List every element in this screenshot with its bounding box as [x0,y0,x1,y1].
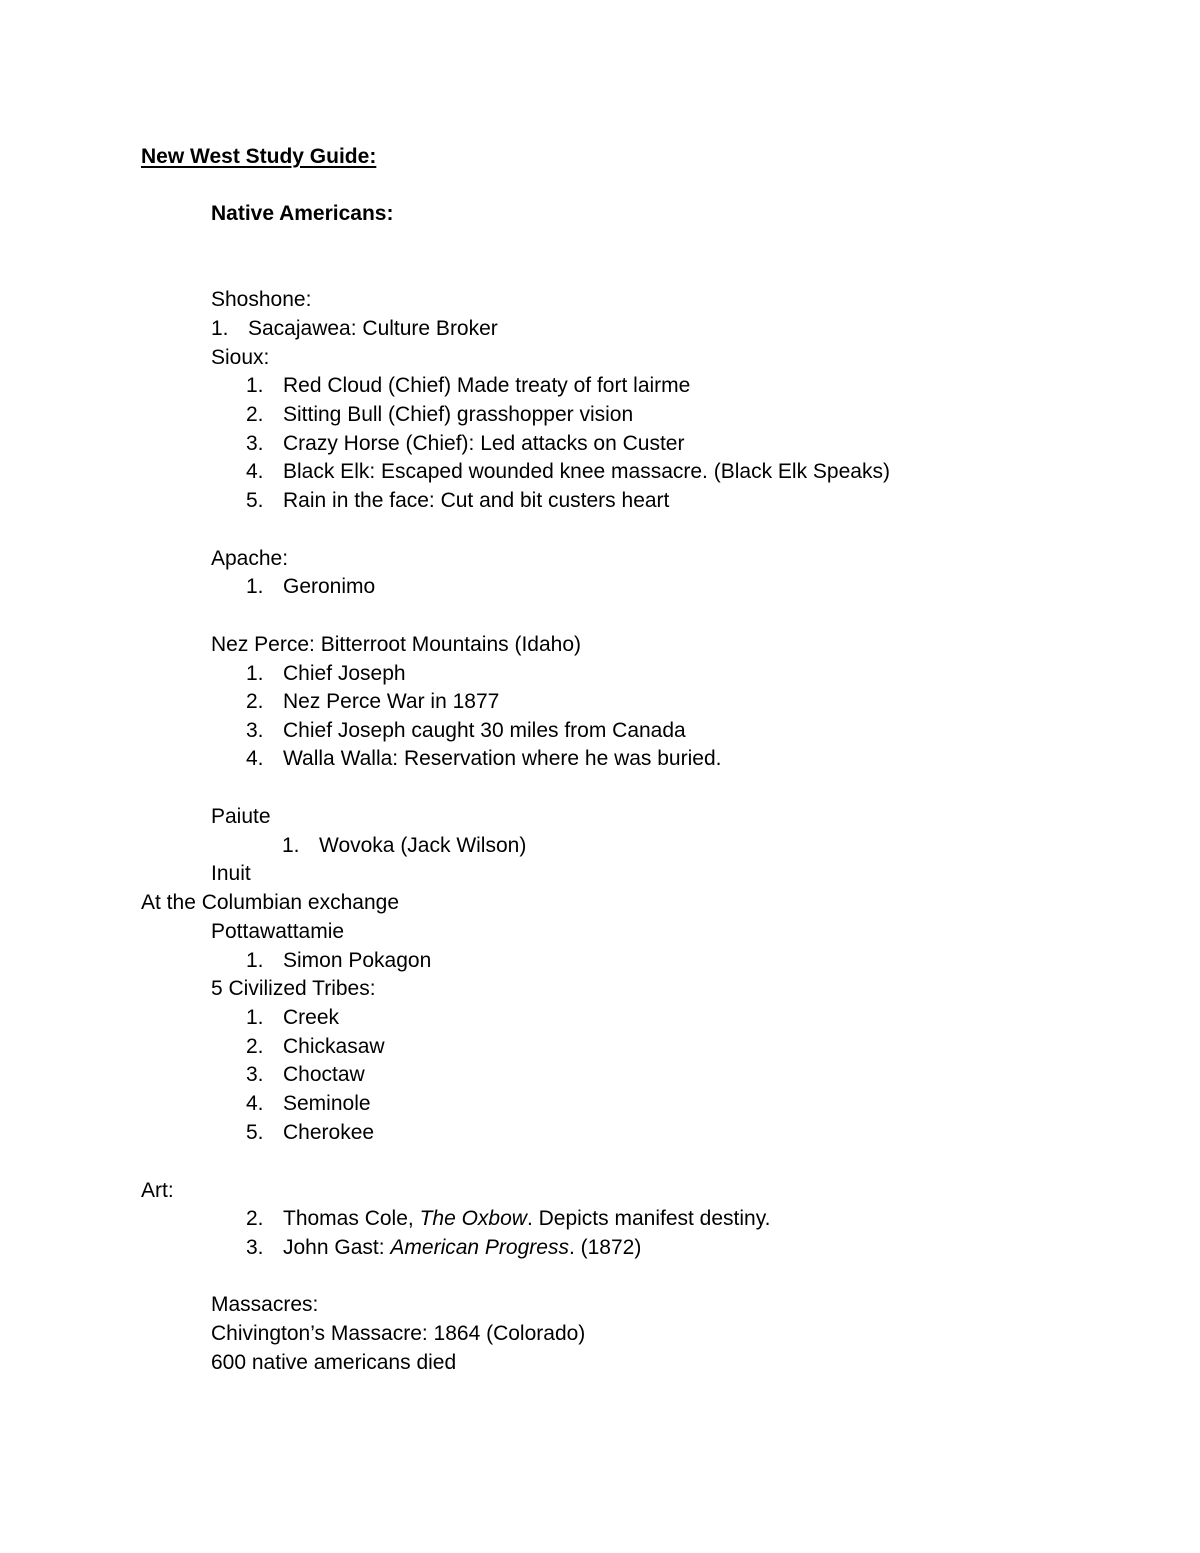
list-item [246,1061,365,1089]
artwork-title: American Progress [390,1236,569,1259]
artist-name: John Gast: [283,1236,391,1259]
tribe-label-nez-perce: Nez Perce: Bitterroot Mountains (Idaho) [211,633,582,656]
list-item-text: Creek [283,1006,340,1029]
list-item [246,487,669,515]
list-item-text: Wovoka (Jack Wilson) [319,834,527,857]
list-item-text: Geronimo [283,575,376,598]
list-item-text: Rain in the face: Cut and bit custers heart [283,489,670,512]
tribe-label-shoshone: Shoshone: [211,288,312,311]
list-number: 1. [246,1006,264,1029]
artwork-description: . (1872) [568,1236,642,1259]
list-item-text: Seminole [283,1092,371,1115]
section-label-art: Art: [141,1179,174,1202]
list-number: 4. [246,1092,264,1115]
section-label-massacres: Massacres: [211,1293,319,1316]
list-item [246,401,633,429]
list-item [246,573,375,601]
tribe-label-paiute: Paiute [211,805,271,828]
list-item-text: Sitting Bull (Chief) grasshopper vision [283,403,634,426]
list-number: 3. [246,1063,264,1086]
list-item [246,717,686,745]
columbian-exchange-note: At the Columbian exchange [141,891,399,914]
list-number: 4. [246,460,264,483]
list-item-text: Walla Walla: Reservation where he was buried. [283,747,722,770]
list-item-text: Simon Pokagon [283,949,432,972]
list-item [246,1119,374,1147]
tribe-label-apache: Apache: [211,547,289,570]
list-number: 1. [246,662,264,685]
list-number: 2. [246,1035,264,1058]
list-number: 1. [246,575,264,598]
list-item [246,660,406,688]
tribe-label-civilized-tribes: 5 Civilized Tribes: [211,977,376,1000]
list-number: 1. [246,949,264,972]
list-item [246,688,499,716]
list-item [246,372,690,400]
list-number: 2. [246,403,264,426]
list-item-text: Sacajawea: Culture Broker [248,317,498,340]
list-item-text: Chickasaw [283,1035,385,1058]
page-title: New West Study Guide: [141,145,377,168]
list-number: 2. [246,1207,264,1230]
list-number: 1. [246,374,264,397]
list-number: 1. [211,317,229,340]
list-item-text: Red Cloud (Chief) Made treaty of fort lairme [283,374,691,397]
list-item [246,1205,771,1233]
list-item [246,745,721,773]
list-item [246,430,684,458]
list-item [246,1033,385,1061]
list-item-text: Choctaw [283,1063,365,1086]
artwork-description: . Depicts manifest destiny. [526,1207,771,1230]
list-number: 4. [246,747,264,770]
list-item-text: Chief Joseph caught 30 miles from Canada [283,719,686,742]
artist-name: Thomas Cole, [283,1207,420,1230]
tribe-label-inuit: Inuit [211,862,251,885]
list-item [246,1004,339,1032]
list-item-text: Black Elk: Escaped wounded knee massacre. (Black Elk Speaks) [283,460,890,483]
list-number: 1. [282,834,300,857]
list-item-text: Chief Joseph [283,662,406,685]
list-number: 3. [246,432,264,455]
list-item [246,1090,371,1118]
list-number: 3. [246,1236,264,1259]
list-number: 5. [246,1121,264,1144]
tribe-label-pottawattamie: Pottawattamie [211,920,345,943]
list-item [211,315,498,343]
list-item [282,832,526,860]
massacre-line: Chivington’s Massacre: 1864 (Colorado) [211,1322,586,1345]
massacre-line: 600 native americans died [211,1351,457,1374]
list-item-text: Crazy Horse (Chief): Led attacks on Custer [283,432,685,455]
artwork-title: The Oxbow [419,1207,527,1230]
list-item-text: Nez Perce War in 1877 [283,690,500,713]
section-heading-native-americans: Native Americans: [211,202,394,225]
list-number: 5. [246,489,264,512]
list-item [246,1234,641,1262]
list-number: 2. [246,690,264,713]
tribe-label-sioux: Sioux: [211,346,270,369]
list-item [246,458,890,486]
list-item-text: Cherokee [283,1121,375,1144]
list-item [246,947,431,975]
list-number: 3. [246,719,264,742]
